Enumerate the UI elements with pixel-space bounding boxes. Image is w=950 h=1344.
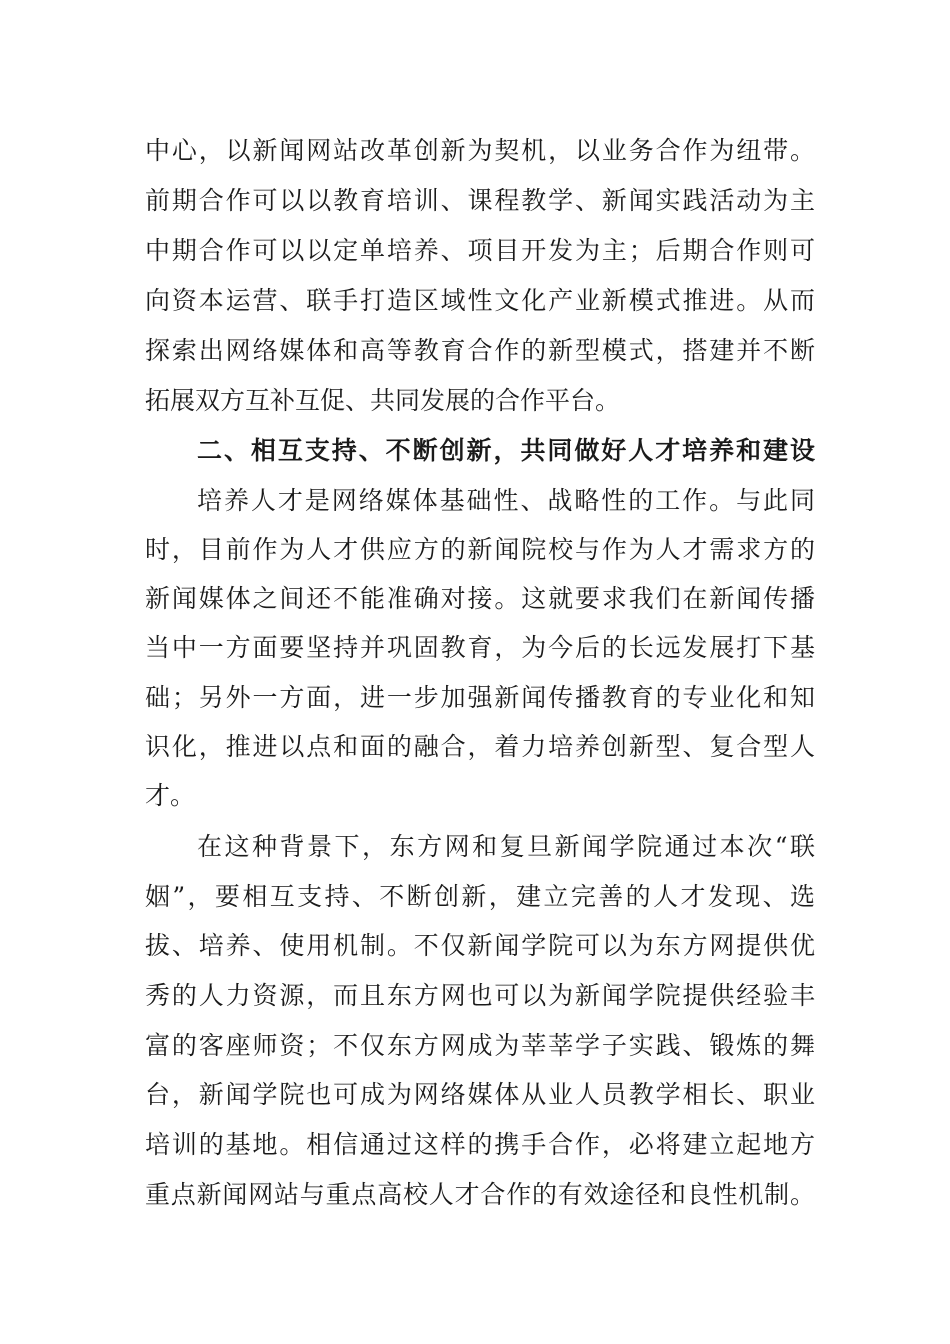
paragraph-1-line-1: 中心，以新闻网站改革创新为契机，以业务合作为纽带。	[145, 136, 815, 165]
paragraph-1-line-5: 探索出网络媒体和高等教育合作的新型模式，搭建并不断	[145, 336, 815, 365]
paragraph-3-line-4: 秀的人力资源，而且东方网也可以为新闻学院提供经验丰	[145, 981, 815, 1010]
paragraph-1-line-4: 向资本运营、联手打造区域性文化产业新模式推进。从而	[145, 286, 815, 315]
paragraph-1-line-6: 拓展双方互补互促、共同发展的合作平台。	[145, 386, 621, 415]
section-heading: 二、相互支持、不断创新，共同做好人才培养和建设	[197, 436, 815, 465]
paragraph-2-line-5: 础；另外一方面，进一步加强新闻传播教育的专业化和知	[145, 683, 815, 712]
paragraph-2-line-6: 识化，推进以点和面的融合，着力培养创新型、复合型人	[145, 732, 815, 761]
paragraph-3-line-2: 姻”，要相互支持、不断创新，建立完善的人才发现、选	[145, 882, 815, 911]
paragraph-1-line-3: 中期合作可以以定单培养、项目开发为主；后期合作则可	[145, 236, 815, 265]
paragraph-3-line-6: 台，新闻学院也可成为网络媒体从业人员教学相长、职业	[145, 1080, 815, 1109]
paragraph-3-line-5: 富的客座师资；不仅东方网成为莘莘学子实践、锻炼的舞	[145, 1031, 815, 1060]
paragraph-2-line-1: 培养人才是网络媒体基础性、战略性的工作。与此同	[197, 486, 815, 515]
paragraph-2-line-3: 新闻媒体之间还不能准确对接。这就要求我们在新闻传播	[145, 584, 815, 613]
paragraph-3-line-3: 拔、培养、使用机制。不仅新闻学院可以为东方网提供优	[145, 931, 815, 960]
paragraph-2-line-4: 当中一方面要坚持并巩固教育，为今后的长远发展打下基	[145, 633, 815, 662]
paragraph-3-line-7: 培训的基地。相信通过这样的携手合作，必将建立起地方	[145, 1130, 815, 1159]
paragraph-2-line-7: 才。	[145, 781, 196, 810]
paragraph-3-line-1: 在这种背景下，东方网和复旦新闻学院通过本次“联	[197, 832, 815, 861]
paragraph-1-line-2: 前期合作可以以教育培训、课程教学、新闻实践活动为主	[145, 186, 815, 215]
paragraph-3-line-8: 重点新闻网站与重点高校人才合作的有效途径和良性机制。	[145, 1180, 815, 1209]
paragraph-2-line-2: 时，目前作为人才供应方的新闻院校与作为人才需求方的	[145, 535, 815, 564]
